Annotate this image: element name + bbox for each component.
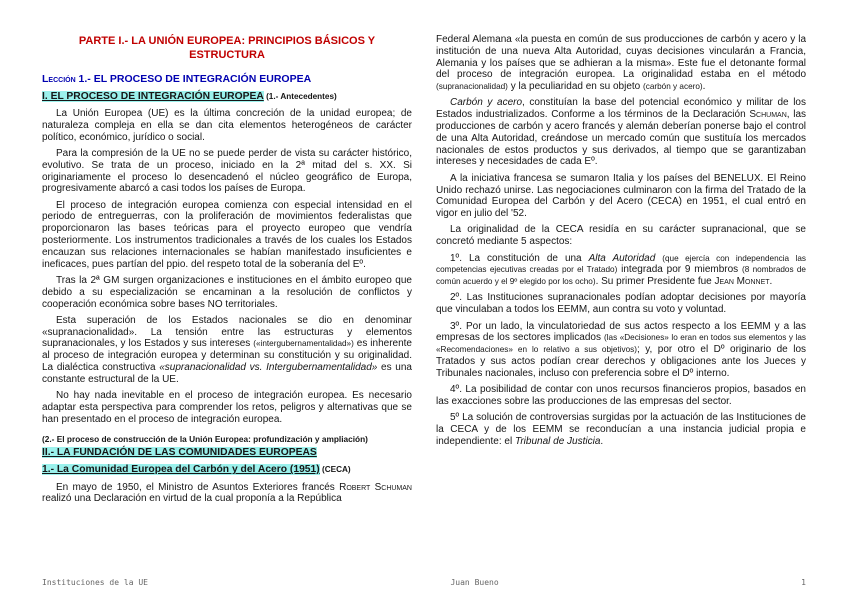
text-segment: I. EL PROCESO DE INTEGRACIÓN EUROPEA [42,90,264,102]
text-segment: La Unión Europea (UE) es la última concreción de la unidad europea; de naturaleza compleja en ella se dan cita elementos heterogéneos de carácter político, económico, jurídico o social. [42,108,412,143]
text-segment: La originalidad de la CECA residía en su carácter supranacional, que se concretó mediante 5 aspectos: [436,224,806,248]
paragraph [436,173,806,220]
text-segment: . Su primer Presidente fue [595,276,715,288]
paragraph [436,97,806,168]
text-segment: Robert Schuman [339,481,412,493]
text-segment: es una constante estructural de la UE. [42,362,412,385]
text-segment: (carbón y acero) [643,82,703,92]
paragraph [436,292,806,316]
paragraph [42,482,412,506]
paragraph [42,200,412,271]
left-column [42,34,412,572]
text-segment: PARTE I.- LA UNIÓN EUROPEA: PRINCIPIOS BÁSICOS Y [78,35,376,47]
text-segment: Tribunal de Justicia [514,435,601,447]
text-segment: Lección 1.- [42,72,94,85]
text-segment: (1.- Antecedentes) [263,91,337,101]
text-segment: Alta Autoridad [588,252,656,264]
text-segment: Carbón y acero [450,97,523,109]
text-segment: (CECA) [319,465,351,475]
part-title [42,34,412,63]
text-segment: 1.- La Comunidad Europea del Carbón y del Acero (1951) [42,464,320,476]
text-segment: No hay nada inevitable en el proceso de integración europea. Es necesario adaptar esta perspectiva para comprender los retos, peligros y alternativas que se han presentado en el proceso de integración europea. [42,390,412,425]
paragraph [42,148,412,195]
paragraph [436,253,806,288]
section-heading-ii [42,447,412,459]
text-segment: (2.- El proceso de construcción de la Unión Europea: profundización y ampliación) [42,433,368,444]
text-segment: «supranacionalidad vs. Intergubernamentalidad» [159,362,378,374]
paragraph [436,34,806,93]
text-segment: (8 nombrados de común acuerdo y el 9º elegido por los ocho) [436,265,806,287]
text-segment: . [600,435,604,447]
text-segment: Federal Alemana «la puesta en común de sus producciones de carbón y acero y la institución de una nueva Alta Autoridad, cuyas decisiones vincularán a Francia, Alemania y los países que se adhieran a la misma». Este fue el detonante formal del proceso de integración europea. La originalidad estaba en el método [436,34,806,81]
text-segment: . [702,81,706,93]
footer-author: Juan Bueno [450,578,499,587]
text-segment: EL PROCESO DE INTEGRACIÓN EUROPEA [93,72,312,85]
paragraph [42,315,412,386]
text-segment: Tras la 2ª GM surgen organizaciones e instituciones en el ámbito europeo que debido a su especialización se encaminan a la resolución de conflictos y cooperación económica sobre bases NO territoriales. [42,274,412,310]
text-segment: es inherente al proceso de integración europea y determinan su constitución y su originalidad. La dialéctica constructiva [42,338,412,374]
text-segment: 2º. Las Instituciones supranacionales podían adoptar decisiones por mayoría que vinculaban a todos los EEMM, aun contra su voto y voluntad. [436,292,806,316]
text-segment: (las «Decisiones» lo eran en todos sus elementos y las «Recomendaciones» en lo relativo a sus objetivos) [436,333,806,355]
text-segment: 1º. La constitución de una [450,252,589,264]
subsection-heading-1 [42,464,412,476]
text-segment: (supranacionalidad) [436,82,508,92]
text-segment: realizó una Declaración en virtud de la cual proponía a la República [42,493,342,505]
paragraph [436,412,806,447]
text-segment: («intergubernamentalidad») [253,339,354,349]
text-segment: En mayo de 1950, el Ministro de Asuntos Exteriores francés [56,481,340,493]
paragraph [436,224,806,248]
lesson-title [42,73,412,85]
right-column [436,34,806,572]
text-segment: , constituían la base del potencial económico y militar de los Estados industrializados. Conforme a los términos de la Declaración [436,97,806,121]
text-segment: , las producciones de carbón y acero francés y alemán deberían ponerse bajo el control de una Alta Autoridad, creándose un mercado común que sustituía los mercados nacionales de estos productos y sus derivados, al tiempo que se garantizaban intereses y necesidades de cada Eº. [436,109,806,168]
text-segment: 4º. La posibilidad de contar con unos recursos financieros propios, basados en las exacciones sobre las producciones de las empresas del sector. [436,384,806,407]
paragraph [42,390,412,425]
text-segment: El proceso de integración europea comienza con especial intensidad en el periodo de entreguerras, con la proliferación de movimientos federalistas que proporcionaron las bases teóricas para el proyecto europeo que vendría posteriormente. Los instrumentos tradicionales a través de los cuales los Estados encauzan sus relaciones internacionales se habían manifestado insuficientes e ineficaces, pues partían del ppio. del respeto total de la soberanía del Eº. [42,199,412,270]
footer-document-title: Instituciones de la UE [42,578,148,587]
text-segment: (que ejercía con independencia las competencias ejecutivas creadas por el Tratado) [436,253,806,275]
text-segment: integrada por 9 miembros [617,264,743,276]
footer-page-number: 1 [801,578,806,587]
text-segment: 3º. Por un lado, la vinculatoriedad de sus actos respecto a los EEMM y a las empresas de los sectores implicados [436,320,806,344]
paragraph [436,384,806,408]
text-segment: A la iniciativa francesa se sumaron Italia y los países del BENELUX. El Reino Unido rechazó unirse. Las negociaciones culminaron con la firma del Tratado de la Comunidad Europea del Carbón y del Acero (CECA) en 1951, el cual entró en vigor en julio del '52. [436,172,806,220]
section-heading-i [42,91,412,103]
text-segment: Jean Monnet [714,276,770,288]
text-segment: y la peculiaridad en su objeto [507,81,644,93]
text-segment: 5º La solución de controversias surgidas por la actuación de las Instituciones de la CECA y de los EEMM se reconducían a una instancia judicial propia e independiente: el [436,412,806,447]
text-segment: Para la compresión de la UE no se puede perder de vista su carácter histórico, evolutivo. Se trata de un proceso, iniciado en la 2ª mitad del s. XX. Si originariamente el proceso lo desencadenó el núcleo geográfico de Europa, progresivamente abarcó a casi todos los países de Europa. [42,148,412,195]
text-segment: . [769,276,773,288]
page-footer [42,572,806,587]
text-columns [42,34,806,572]
text-segment: ESTRUCTURA [189,49,265,62]
paragraph [436,321,806,380]
text-segment: II.- LA FUNDACIÓN DE LAS COMUNIDADES EUROPEAS [42,447,317,459]
text-segment: ; y, por otro el Dº originario de los Tratados y sus actos podían crear derechos y obligaciones ante los Jueces y Tribunales nacionales, incluso con preferencia sobre el Dº interno. [436,344,806,379]
text-segment: Schuman [749,109,787,121]
paragraph [42,108,412,143]
subsection-note [42,435,412,445]
text-segment: Esta superación de los Estados nacionales se dio en denominar «supranacionalidad». La tensión entre las estructuras y elementos supranacionales, y los Estados y sus intereses [42,314,412,350]
paragraph [42,275,412,310]
